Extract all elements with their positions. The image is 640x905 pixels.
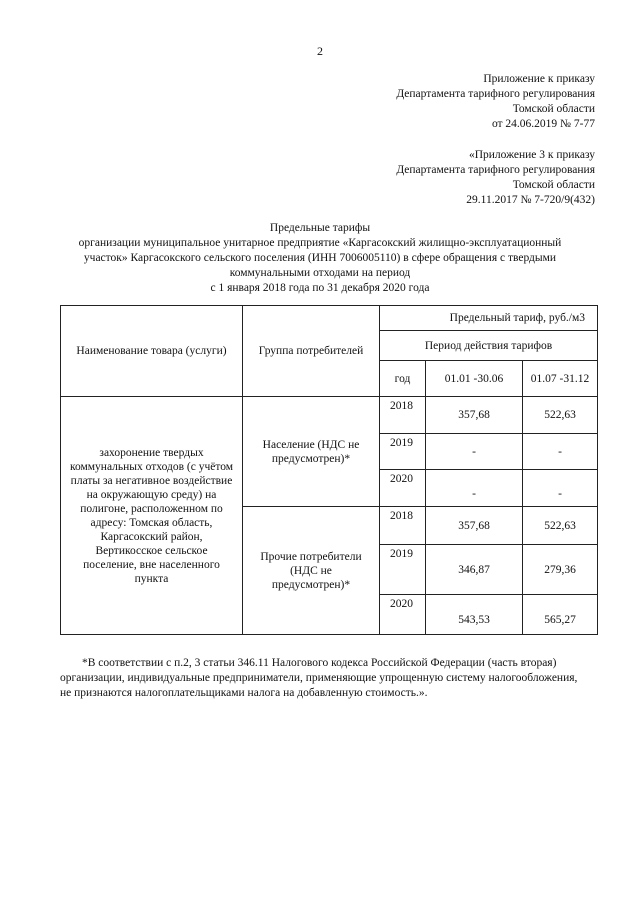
appendix-header-line: от 24.06.2019 № 7-77: [491, 118, 595, 130]
product-name: захоронение твердых коммунальных отходов (с учётом платы за негативное воздействие на окружающую среду) на полигоне, расположенном по адресу: Томская область, Каргасокский район, Вертикосское сельское поселение, вне населенного пункта: [61, 397, 243, 635]
year-cell: 2018: [380, 397, 426, 434]
appendix-header-line: Приложение к приказу: [483, 73, 595, 85]
header-period: Период действия тарифов: [380, 331, 598, 361]
header-half1: 01.01 -30.06: [426, 361, 523, 397]
title-line: коммунальными отходами на период: [229, 267, 411, 279]
appendix-header-line: Департамента тарифного регулирования: [396, 88, 595, 100]
value-cell: 279,36: [523, 545, 598, 595]
header-year: год: [380, 361, 426, 397]
footnote: [60, 656, 598, 701]
title-line: с 1 января 2018 года по 31 декабря 2020 года: [210, 282, 430, 294]
prior-appendix-header: [330, 148, 595, 208]
tariff-table: [60, 305, 598, 635]
prior-appendix-header-line: Томской области: [512, 179, 595, 191]
year-cell: 2020: [380, 470, 426, 507]
footnote-line: организации, индивидуальные предприниматели, применяющие упрощенную систему налогообложения,: [60, 672, 578, 684]
value-cell: 565,27: [523, 595, 598, 635]
value-cell: 543,53: [426, 595, 523, 635]
header-tariff: Предельный тариф, руб./м3: [380, 306, 598, 331]
year-cell: 2019: [380, 434, 426, 470]
value-cell: -: [426, 434, 523, 470]
header-product: Наименование товара (услуги): [61, 306, 243, 397]
value-cell: -: [426, 470, 523, 507]
appendix-header: [330, 72, 595, 132]
value-cell: 357,68: [426, 507, 523, 545]
value-cell: 346,87: [426, 545, 523, 595]
value-cell: 357,68: [426, 397, 523, 434]
document-title: [40, 221, 600, 296]
value-cell: -: [523, 434, 598, 470]
prior-appendix-header-line: «Приложение 3 к приказу: [468, 149, 595, 161]
year-cell: 2018: [380, 507, 426, 545]
year-cell: 2020: [380, 595, 426, 635]
header-consumer-group: Группа потребителей: [243, 306, 380, 397]
value-cell: 522,63: [523, 507, 598, 545]
prior-appendix-header-line: 29.11.2017 № 7-720/9(432): [466, 194, 595, 206]
title-line: участок» Каргасокского сельского поселения (ИНН 7006005110) в сфере обращения с твердыми: [83, 252, 557, 264]
title-line: Предельные тарифы: [269, 222, 371, 234]
footnote-line: *В соответствии с п.2, 3 статьи 346.11 Налогового кодекса Российской Федерации (часть вторая): [82, 657, 557, 669]
appendix-header-line: Томской области: [512, 103, 595, 115]
table-row: [61, 397, 598, 434]
group-name-other: Прочие потребители (НДС не предусмотрен)*: [243, 507, 380, 635]
title-line: организации муниципальное унитарное предприятие «Каргасокский жилищно-эксплуатационный: [78, 237, 562, 249]
footnote-line: не признаются налогоплательщиками налога на добавленную стоимость.».: [60, 687, 428, 699]
page-number: 2: [317, 44, 323, 58]
value-cell: 522,63: [523, 397, 598, 434]
header-half2: 01.07 -31.12: [523, 361, 598, 397]
prior-appendix-header-line: Департамента тарифного регулирования: [396, 164, 595, 176]
value-cell: -: [523, 470, 598, 507]
year-cell: 2019: [380, 545, 426, 595]
group-name-population: Население (НДС не предусмотрен)*: [243, 397, 380, 507]
